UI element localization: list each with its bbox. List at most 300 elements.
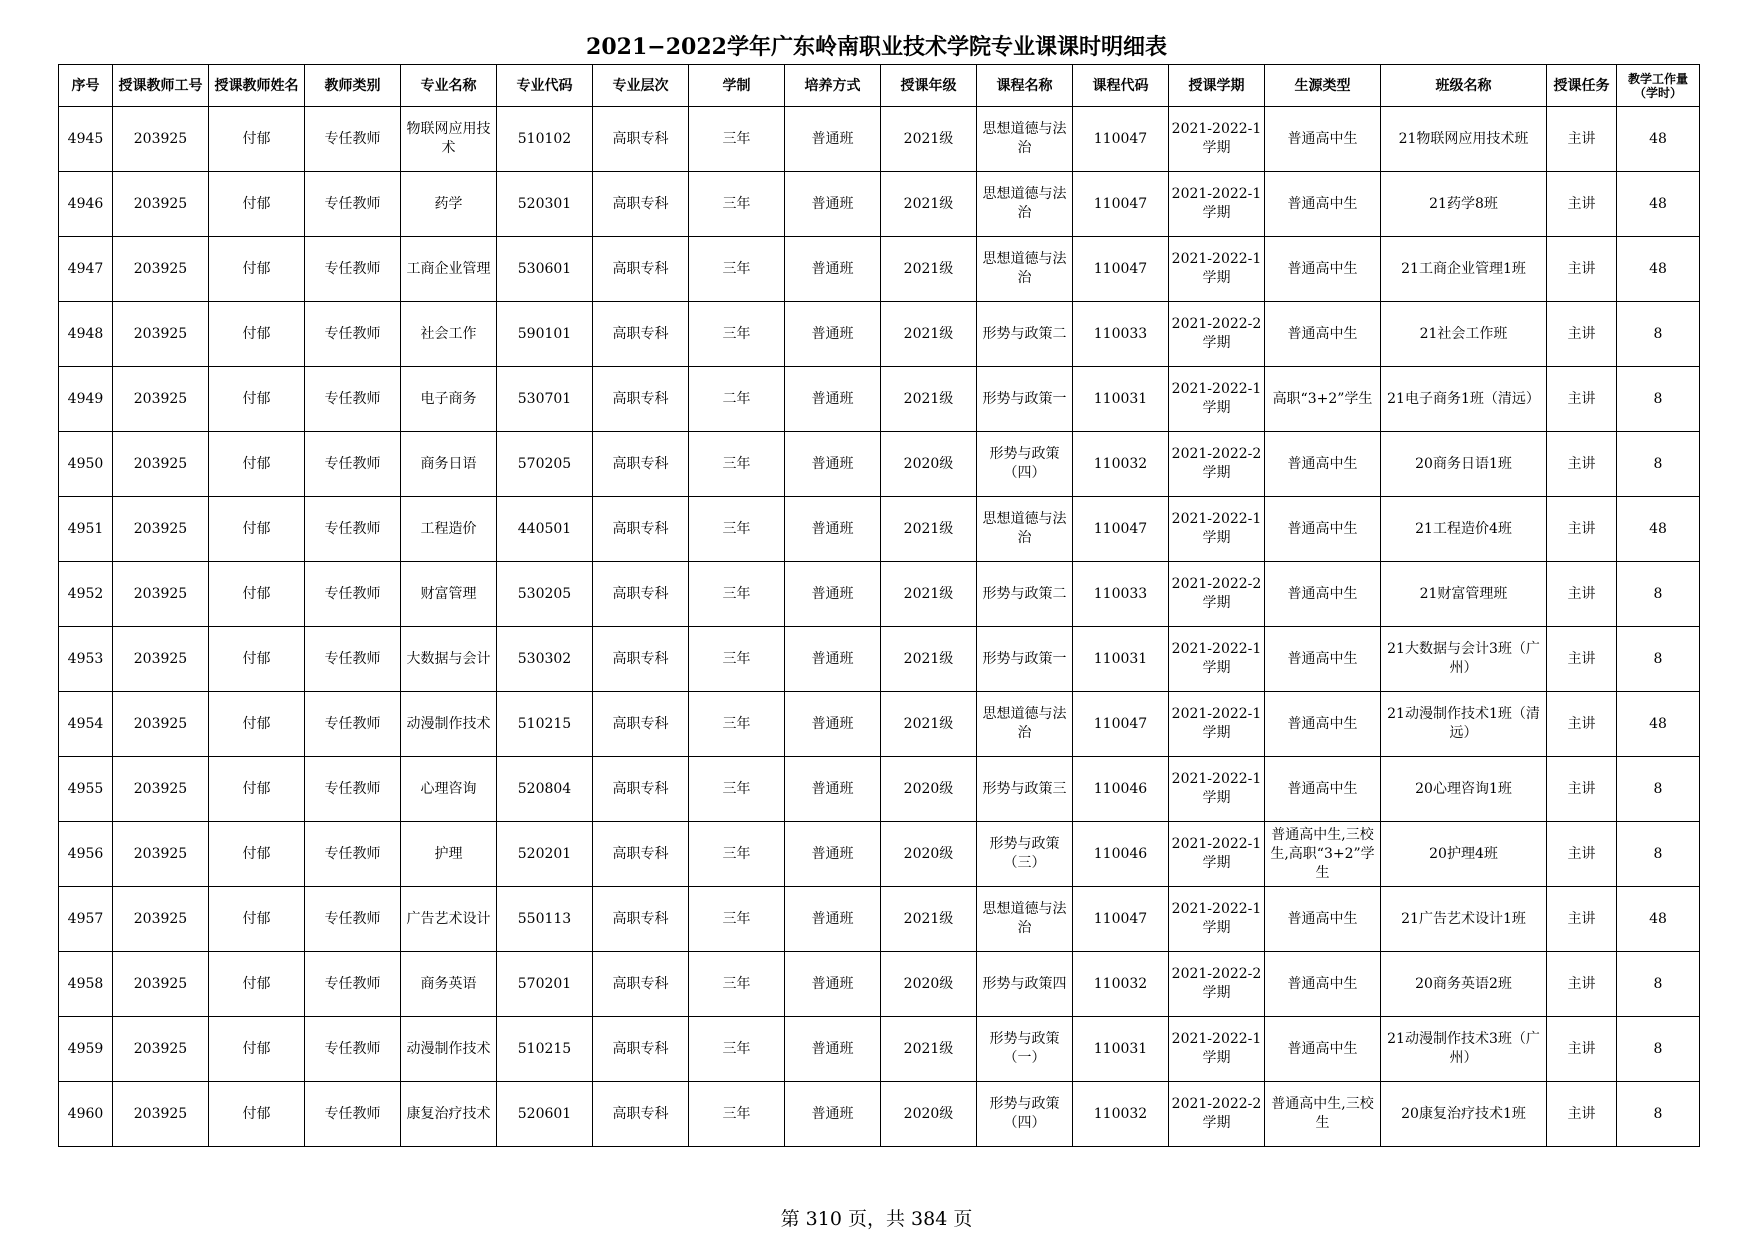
table-cell: 21动漫制作技术1班（清远） (1381, 692, 1547, 757)
table-cell: 高职专科 (593, 302, 689, 367)
table-cell: 203925 (113, 237, 209, 302)
table-cell: 4958 (59, 952, 113, 1017)
table-cell: 三年 (689, 237, 785, 302)
table-cell: 21工程造价4班 (1381, 497, 1547, 562)
table-cell: 付郁 (209, 692, 305, 757)
table-cell: 2021级 (881, 172, 977, 237)
table-cell: 思想道德与法治 (977, 107, 1073, 172)
table-cell: 专任教师 (305, 1017, 401, 1082)
table-cell: 普通班 (785, 692, 881, 757)
table-cell: 付郁 (209, 757, 305, 822)
table-cell: 普通班 (785, 302, 881, 367)
table-cell: 4954 (59, 692, 113, 757)
column-header: 序号 (59, 65, 113, 107)
table-cell: 8 (1617, 367, 1700, 432)
table-cell: 2021级 (881, 302, 977, 367)
table-cell: 2021级 (881, 107, 977, 172)
table-cell: 专任教师 (305, 757, 401, 822)
table-cell: 高职专科 (593, 952, 689, 1017)
table-cell: 20康复治疗技术1班 (1381, 1082, 1547, 1147)
table-cell: 普通高中生 (1265, 952, 1381, 1017)
table-cell: 4953 (59, 627, 113, 692)
column-header: 授课教师姓名 (209, 65, 305, 107)
table-cell: 专任教师 (305, 822, 401, 887)
table-cell: 48 (1617, 887, 1700, 952)
table-cell: 专任教师 (305, 107, 401, 172)
table-cell: 570205 (497, 432, 593, 497)
table-cell: 4949 (59, 367, 113, 432)
column-header: 教学工作量（学时） (1617, 65, 1700, 107)
table-cell: 形势与政策三 (977, 757, 1073, 822)
table-cell: 110047 (1073, 887, 1169, 952)
table-cell: 203925 (113, 432, 209, 497)
table-cell: 550113 (497, 887, 593, 952)
table-cell: 护理 (401, 822, 497, 887)
table-cell: 三年 (689, 692, 785, 757)
table-cell: 主讲 (1547, 627, 1617, 692)
table-cell: 高职“3+2”学生 (1265, 367, 1381, 432)
table-cell: 21电子商务1班（清远） (1381, 367, 1547, 432)
table-cell: 110031 (1073, 367, 1169, 432)
table-cell: 520804 (497, 757, 593, 822)
table-cell: 203925 (113, 562, 209, 627)
table-row (59, 172, 1700, 237)
table-cell: 主讲 (1547, 887, 1617, 952)
table-cell: 三年 (689, 952, 785, 1017)
table-cell: 主讲 (1547, 237, 1617, 302)
table-cell: 110046 (1073, 822, 1169, 887)
table-cell: 203925 (113, 1082, 209, 1147)
table-cell: 48 (1617, 107, 1700, 172)
table-cell: 普通班 (785, 627, 881, 692)
table-cell: 三年 (689, 107, 785, 172)
table-cell: 普通班 (785, 757, 881, 822)
table-cell: 21财富管理班 (1381, 562, 1547, 627)
table-row (59, 1082, 1700, 1147)
table-cell: 203925 (113, 952, 209, 1017)
table-cell: 专任教师 (305, 172, 401, 237)
column-header: 班级名称 (1381, 65, 1547, 107)
column-header: 专业名称 (401, 65, 497, 107)
table-cell: 4947 (59, 237, 113, 302)
table-cell: 形势与政策四 (977, 952, 1073, 1017)
table-cell: 21工商企业管理1班 (1381, 237, 1547, 302)
table-cell: 付郁 (209, 172, 305, 237)
table-cell: 2021级 (881, 1017, 977, 1082)
table-cell: 440501 (497, 497, 593, 562)
table-cell: 普通高中生 (1265, 562, 1381, 627)
table-cell: 普通班 (785, 107, 881, 172)
table-cell: 专任教师 (305, 237, 401, 302)
table-cell: 2021级 (881, 692, 977, 757)
table-cell: 付郁 (209, 107, 305, 172)
table-row (59, 627, 1700, 692)
column-header: 授课教师工号 (113, 65, 209, 107)
table-row (59, 302, 1700, 367)
table-cell: 电子商务 (401, 367, 497, 432)
column-header: 授课学期 (1169, 65, 1265, 107)
table-cell: 20商务英语2班 (1381, 952, 1547, 1017)
table-cell: 110032 (1073, 432, 1169, 497)
table-cell: 专任教师 (305, 432, 401, 497)
table-cell: 大数据与会计 (401, 627, 497, 692)
table-cell: 心理咨询 (401, 757, 497, 822)
table-cell: 4959 (59, 1017, 113, 1082)
table-cell: 2021-2022-2学期 (1169, 562, 1265, 627)
table-cell: 专任教师 (305, 1082, 401, 1147)
table-cell: 形势与政策一 (977, 627, 1073, 692)
table-cell: 付郁 (209, 497, 305, 562)
table-cell: 付郁 (209, 432, 305, 497)
table-cell: 付郁 (209, 367, 305, 432)
table-cell: 48 (1617, 497, 1700, 562)
table-cell: 21药学8班 (1381, 172, 1547, 237)
table-cell: 形势与政策（一） (977, 1017, 1073, 1082)
table-cell: 思想道德与法治 (977, 172, 1073, 237)
table-cell: 物联网应用技术 (401, 107, 497, 172)
table-cell: 2021级 (881, 887, 977, 952)
table-cell: 203925 (113, 887, 209, 952)
table-cell: 专任教师 (305, 627, 401, 692)
table-cell: 2021-2022-1学期 (1169, 887, 1265, 952)
table-cell: 590101 (497, 302, 593, 367)
table-cell: 付郁 (209, 562, 305, 627)
table-cell: 普通高中生 (1265, 627, 1381, 692)
table-cell: 三年 (689, 432, 785, 497)
table-cell: 普通班 (785, 562, 881, 627)
table-cell: 专任教师 (305, 302, 401, 367)
table-cell: 付郁 (209, 627, 305, 692)
column-header: 授课年级 (881, 65, 977, 107)
table-cell: 203925 (113, 497, 209, 562)
table-cell: 510215 (497, 1017, 593, 1082)
table-cell: 普通高中生,三校生 (1265, 1082, 1381, 1147)
table-cell: 三年 (689, 1017, 785, 1082)
table-cell: 2021级 (881, 367, 977, 432)
table-cell: 203925 (113, 757, 209, 822)
table-cell: 4950 (59, 432, 113, 497)
table-cell: 形势与政策（四） (977, 432, 1073, 497)
table-cell: 普通高中生 (1265, 107, 1381, 172)
table-cell: 普通高中生,三校生,高职“3+2”学生 (1265, 822, 1381, 887)
table-cell: 4956 (59, 822, 113, 887)
table-cell: 110032 (1073, 952, 1169, 1017)
table-cell: 203925 (113, 627, 209, 692)
table-cell: 三年 (689, 887, 785, 952)
table-cell: 203925 (113, 302, 209, 367)
table-cell: 530205 (497, 562, 593, 627)
table-cell: 三年 (689, 562, 785, 627)
table-cell: 高职专科 (593, 822, 689, 887)
table-cell: 普通高中生 (1265, 302, 1381, 367)
table-cell: 普通高中生 (1265, 692, 1381, 757)
table-cell: 110033 (1073, 562, 1169, 627)
table-cell: 付郁 (209, 237, 305, 302)
table-cell: 2021级 (881, 627, 977, 692)
table-row (59, 237, 1700, 302)
column-header: 授课任务 (1547, 65, 1617, 107)
table-row (59, 952, 1700, 1017)
table-cell: 动漫制作技术 (401, 1017, 497, 1082)
table-cell: 2021-2022-1学期 (1169, 1017, 1265, 1082)
table-cell: 普通班 (785, 1017, 881, 1082)
table-row (59, 822, 1700, 887)
table-cell: 110032 (1073, 1082, 1169, 1147)
table-cell: 形势与政策二 (977, 562, 1073, 627)
table-cell: 三年 (689, 627, 785, 692)
table-cell: 商务日语 (401, 432, 497, 497)
table-cell: 思想道德与法治 (977, 497, 1073, 562)
table-cell: 普通班 (785, 952, 881, 1017)
table-cell: 财富管理 (401, 562, 497, 627)
table-cell: 付郁 (209, 1017, 305, 1082)
table-cell: 20心理咨询1班 (1381, 757, 1547, 822)
table-cell: 8 (1617, 627, 1700, 692)
table-cell: 思想道德与法治 (977, 887, 1073, 952)
table-cell: 主讲 (1547, 1017, 1617, 1082)
table-cell: 8 (1617, 952, 1700, 1017)
table-cell: 二年 (689, 367, 785, 432)
table-cell: 520301 (497, 172, 593, 237)
table-cell: 8 (1617, 757, 1700, 822)
table-cell: 普通班 (785, 172, 881, 237)
table-cell: 8 (1617, 562, 1700, 627)
table-cell: 主讲 (1547, 107, 1617, 172)
column-header: 专业代码 (497, 65, 593, 107)
table-cell: 广告艺术设计 (401, 887, 497, 952)
table-cell: 普通高中生 (1265, 1017, 1381, 1082)
table-cell: 高职专科 (593, 367, 689, 432)
table-cell: 付郁 (209, 952, 305, 1017)
table-row (59, 107, 1700, 172)
table-cell: 110047 (1073, 172, 1169, 237)
table-cell: 药学 (401, 172, 497, 237)
table-cell: 高职专科 (593, 1082, 689, 1147)
table-cell: 专任教师 (305, 367, 401, 432)
table-cell: 203925 (113, 692, 209, 757)
table-cell: 工商企业管理 (401, 237, 497, 302)
table-cell: 4945 (59, 107, 113, 172)
table-cell: 付郁 (209, 302, 305, 367)
table-cell: 20护理4班 (1381, 822, 1547, 887)
column-header: 课程代码 (1073, 65, 1169, 107)
table-cell: 2021-2022-2学期 (1169, 432, 1265, 497)
table-cell: 2020级 (881, 432, 977, 497)
table-cell: 21大数据与会计3班（广州） (1381, 627, 1547, 692)
column-header: 学制 (689, 65, 785, 107)
table-cell: 4951 (59, 497, 113, 562)
table-cell: 付郁 (209, 1082, 305, 1147)
table-cell: 2020级 (881, 757, 977, 822)
table-cell: 110033 (1073, 302, 1169, 367)
table-cell: 三年 (689, 172, 785, 237)
table-cell: 主讲 (1547, 367, 1617, 432)
table-cell: 520601 (497, 1082, 593, 1147)
table-cell: 付郁 (209, 887, 305, 952)
table-cell: 2021-2022-1学期 (1169, 692, 1265, 757)
table-cell: 2020级 (881, 952, 977, 1017)
table-cell: 高职专科 (593, 757, 689, 822)
table-cell: 530701 (497, 367, 593, 432)
table-cell: 2021级 (881, 497, 977, 562)
table-body (59, 107, 1700, 1147)
table-cell: 三年 (689, 822, 785, 887)
table-cell: 普通班 (785, 237, 881, 302)
table-cell: 2021-2022-1学期 (1169, 367, 1265, 432)
table-cell: 主讲 (1547, 1082, 1617, 1147)
table-cell: 21广告艺术设计1班 (1381, 887, 1547, 952)
table-cell: 520201 (497, 822, 593, 887)
table-cell: 主讲 (1547, 692, 1617, 757)
table-cell: 48 (1617, 237, 1700, 302)
table-cell: 商务英语 (401, 952, 497, 1017)
table-cell: 110047 (1073, 237, 1169, 302)
table-cell: 思想道德与法治 (977, 237, 1073, 302)
column-header: 专业层次 (593, 65, 689, 107)
table-cell: 高职专科 (593, 432, 689, 497)
table-cell: 普通班 (785, 887, 881, 952)
table-cell: 2021-2022-2学期 (1169, 952, 1265, 1017)
table-cell: 主讲 (1547, 172, 1617, 237)
table-cell: 三年 (689, 1082, 785, 1147)
table-cell: 570201 (497, 952, 593, 1017)
table-cell: 2021-2022-2学期 (1169, 1082, 1265, 1147)
table-cell: 三年 (689, 302, 785, 367)
table-cell: 2021-2022-1学期 (1169, 627, 1265, 692)
table-cell: 2021-2022-2学期 (1169, 302, 1265, 367)
table-cell: 2021-2022-1学期 (1169, 497, 1265, 562)
table-cell: 专任教师 (305, 887, 401, 952)
table-row (59, 497, 1700, 562)
column-header: 教师类别 (305, 65, 401, 107)
table-cell: 高职专科 (593, 497, 689, 562)
table-cell: 110046 (1073, 757, 1169, 822)
table-row (59, 692, 1700, 757)
table-cell: 主讲 (1547, 757, 1617, 822)
table-cell: 主讲 (1547, 952, 1617, 1017)
table-cell: 510215 (497, 692, 593, 757)
table-cell: 高职专科 (593, 562, 689, 627)
table-cell: 工程造价 (401, 497, 497, 562)
table-cell: 普通班 (785, 822, 881, 887)
page-number: 第 310 页，共 384 页 (780, 1208, 973, 1230)
table-cell: 形势与政策一 (977, 367, 1073, 432)
table-cell: 2021级 (881, 562, 977, 627)
table-cell: 2020级 (881, 1082, 977, 1147)
table-cell: 三年 (689, 757, 785, 822)
table-cell: 110031 (1073, 627, 1169, 692)
table-cell: 付郁 (209, 822, 305, 887)
table-cell: 110031 (1073, 1017, 1169, 1082)
table-cell: 21物联网应用技术班 (1381, 107, 1547, 172)
table-cell: 203925 (113, 367, 209, 432)
table-cell: 普通高中生 (1265, 172, 1381, 237)
table-cell: 2021-2022-1学期 (1169, 757, 1265, 822)
table-cell: 动漫制作技术 (401, 692, 497, 757)
table-cell: 普通班 (785, 432, 881, 497)
table-cell: 高职专科 (593, 237, 689, 302)
table-cell: 思想道德与法治 (977, 692, 1073, 757)
table-cell: 形势与政策（四） (977, 1082, 1073, 1147)
table-cell: 普通班 (785, 1082, 881, 1147)
table-cell: 8 (1617, 432, 1700, 497)
table-cell: 高职专科 (593, 1017, 689, 1082)
table-cell: 4946 (59, 172, 113, 237)
table-cell: 4957 (59, 887, 113, 952)
table-cell: 2020级 (881, 822, 977, 887)
table-cell: 普通高中生 (1265, 432, 1381, 497)
table-cell: 普通高中生 (1265, 887, 1381, 952)
table-cell: 4960 (59, 1082, 113, 1147)
table-cell: 8 (1617, 822, 1700, 887)
table-cell: 高职专科 (593, 172, 689, 237)
table-cell: 专任教师 (305, 692, 401, 757)
table-cell: 110047 (1073, 107, 1169, 172)
table-cell: 8 (1617, 302, 1700, 367)
table-cell: 110047 (1073, 692, 1169, 757)
table-cell: 530302 (497, 627, 593, 692)
table-cell: 专任教师 (305, 562, 401, 627)
table-cell: 普通高中生 (1265, 237, 1381, 302)
table-cell: 普通高中生 (1265, 497, 1381, 562)
table-cell: 2021-2022-1学期 (1169, 237, 1265, 302)
table-cell: 普通班 (785, 367, 881, 432)
table-cell: 形势与政策二 (977, 302, 1073, 367)
column-header: 课程名称 (977, 65, 1073, 107)
table-cell: 主讲 (1547, 497, 1617, 562)
table-cell: 普通班 (785, 497, 881, 562)
table-cell: 21社会工作班 (1381, 302, 1547, 367)
table-cell: 21动漫制作技术3班（广州） (1381, 1017, 1547, 1082)
table-cell: 2021-2022-1学期 (1169, 822, 1265, 887)
table-cell: 康复治疗技术 (401, 1082, 497, 1147)
course-hours-table (58, 64, 1700, 1147)
table-cell: 社会工作 (401, 302, 497, 367)
table-cell: 20商务日语1班 (1381, 432, 1547, 497)
table-cell: 2021-2022-1学期 (1169, 107, 1265, 172)
table-row (59, 887, 1700, 952)
table-cell: 专任教师 (305, 497, 401, 562)
table-cell: 203925 (113, 107, 209, 172)
table-cell: 530601 (497, 237, 593, 302)
table-row (59, 367, 1700, 432)
table-cell: 主讲 (1547, 822, 1617, 887)
table-cell: 主讲 (1547, 432, 1617, 497)
table-cell: 普通高中生 (1265, 757, 1381, 822)
table-cell: 8 (1617, 1017, 1700, 1082)
table-cell: 4952 (59, 562, 113, 627)
table-row (59, 562, 1700, 627)
table-cell: 高职专科 (593, 887, 689, 952)
table-cell: 主讲 (1547, 302, 1617, 367)
table-cell: 8 (1617, 1082, 1700, 1147)
table-row (59, 432, 1700, 497)
table-cell: 110047 (1073, 497, 1169, 562)
table-cell: 48 (1617, 172, 1700, 237)
table-cell: 2021-2022-1学期 (1169, 172, 1265, 237)
table-cell: 三年 (689, 497, 785, 562)
table-cell: 2021级 (881, 237, 977, 302)
table-cell: 4955 (59, 757, 113, 822)
table-cell: 主讲 (1547, 562, 1617, 627)
table-cell: 203925 (113, 172, 209, 237)
column-header: 生源类型 (1265, 65, 1381, 107)
table-cell: 203925 (113, 1017, 209, 1082)
table-header-row (59, 65, 1700, 107)
table-cell: 高职专科 (593, 627, 689, 692)
table-row (59, 757, 1700, 822)
column-header: 培养方式 (785, 65, 881, 107)
